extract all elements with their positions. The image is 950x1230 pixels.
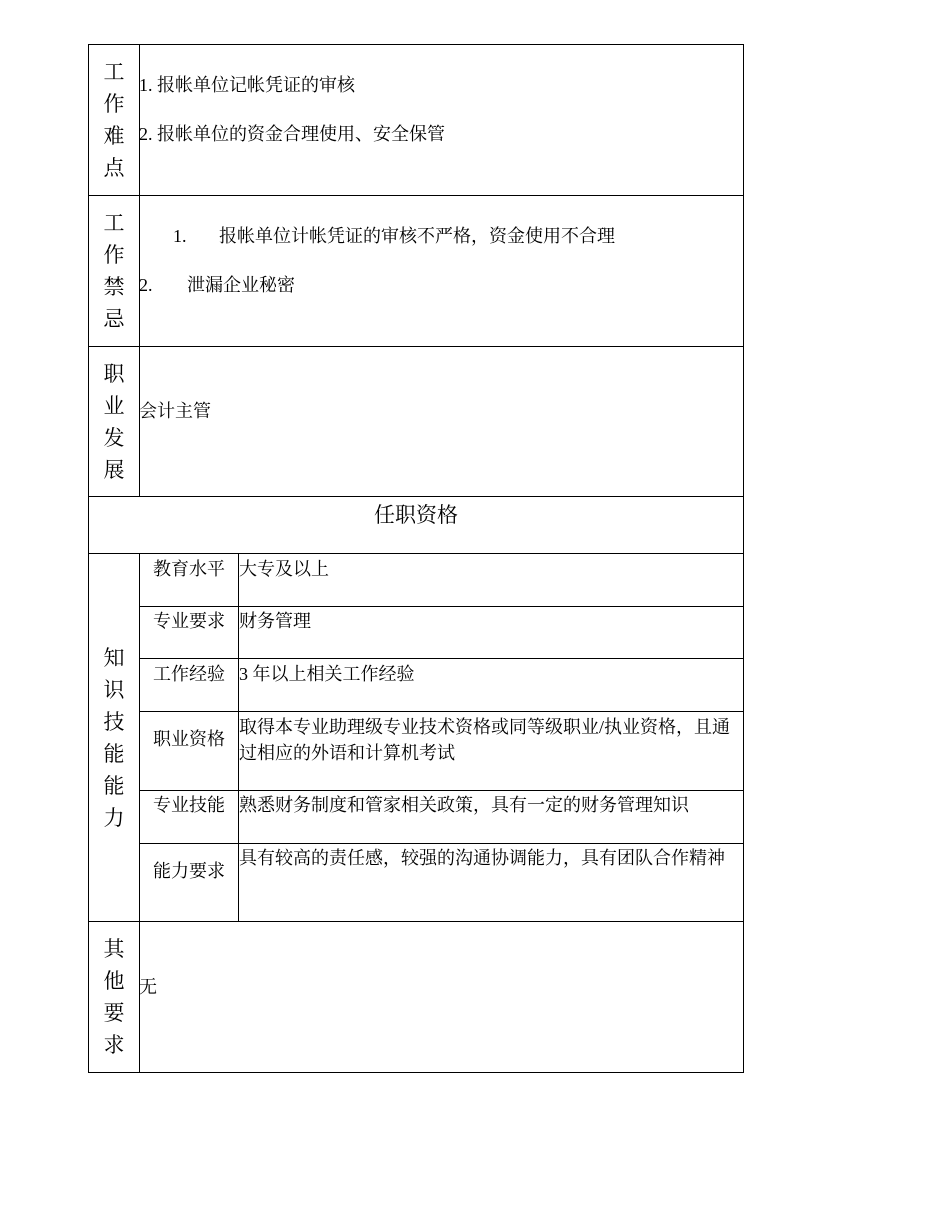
row-divider bbox=[140, 843, 743, 844]
work-prohibition-item-2-text: 泄漏企业秘密 bbox=[187, 275, 295, 295]
major-label: 专业要求 bbox=[153, 611, 225, 631]
other-requirements-value: 无 bbox=[139, 977, 157, 997]
work-difficulties-label: 工作难点 bbox=[103, 60, 125, 180]
knowledge-skills-label: 知识技能能力 bbox=[103, 645, 125, 830]
experience-label: 工作经验 bbox=[153, 664, 225, 684]
row-divider bbox=[140, 711, 743, 712]
work-difficulty-item-2: 2. 报帐单位的资金合理使用、安全保管 bbox=[139, 124, 445, 144]
education-label: 教育水平 bbox=[153, 559, 225, 579]
work-prohibition-item-1-number: 1. bbox=[173, 226, 187, 246]
row-divider bbox=[140, 790, 743, 791]
work-prohibition-item-2-number: 2. bbox=[139, 275, 153, 295]
certification-value: 取得本专业助理级专业技术资格或同等级职业/执业资格，且通过相应的外语和计算机考试 bbox=[239, 717, 730, 763]
column-divider bbox=[139, 45, 140, 497]
ability-label: 能力要求 bbox=[153, 861, 225, 881]
other-requirements-label: 其他要求 bbox=[103, 937, 125, 1057]
row-divider bbox=[89, 195, 743, 196]
career-development-value: 会计主管 bbox=[139, 401, 211, 421]
row-divider bbox=[89, 496, 743, 497]
major-value: 财务管理 bbox=[239, 611, 311, 631]
experience-value: 3 年以上相关工作经验 bbox=[239, 664, 415, 684]
row-divider bbox=[140, 606, 743, 607]
row-divider bbox=[89, 921, 743, 922]
certification-label: 职业资格 bbox=[153, 729, 225, 749]
work-prohibitions-label: 工作禁忌 bbox=[103, 211, 125, 331]
professional-skills-label: 专业技能 bbox=[153, 795, 225, 815]
professional-skills-value: 熟悉财务制度和管家相关政策，具有一定的财务管理知识 bbox=[239, 795, 689, 815]
job-description-table bbox=[88, 44, 744, 1073]
work-difficulty-item-1: 1. 报帐单位记帐凭证的审核 bbox=[139, 75, 355, 95]
row-divider bbox=[89, 553, 743, 554]
education-value: 大专及以上 bbox=[239, 559, 329, 579]
ability-value: 具有较高的责任感，较强的沟通协调能力，具有团队合作精神 bbox=[239, 848, 725, 868]
row-divider bbox=[89, 346, 743, 347]
career-development-label: 职业发展 bbox=[103, 362, 125, 482]
row-divider bbox=[140, 658, 743, 659]
work-prohibition-item-1-text: 报帐单位计帐凭证的审核不严格，资金使用不合理 bbox=[219, 226, 615, 246]
qualifications-title: 任职资格 bbox=[374, 503, 458, 527]
